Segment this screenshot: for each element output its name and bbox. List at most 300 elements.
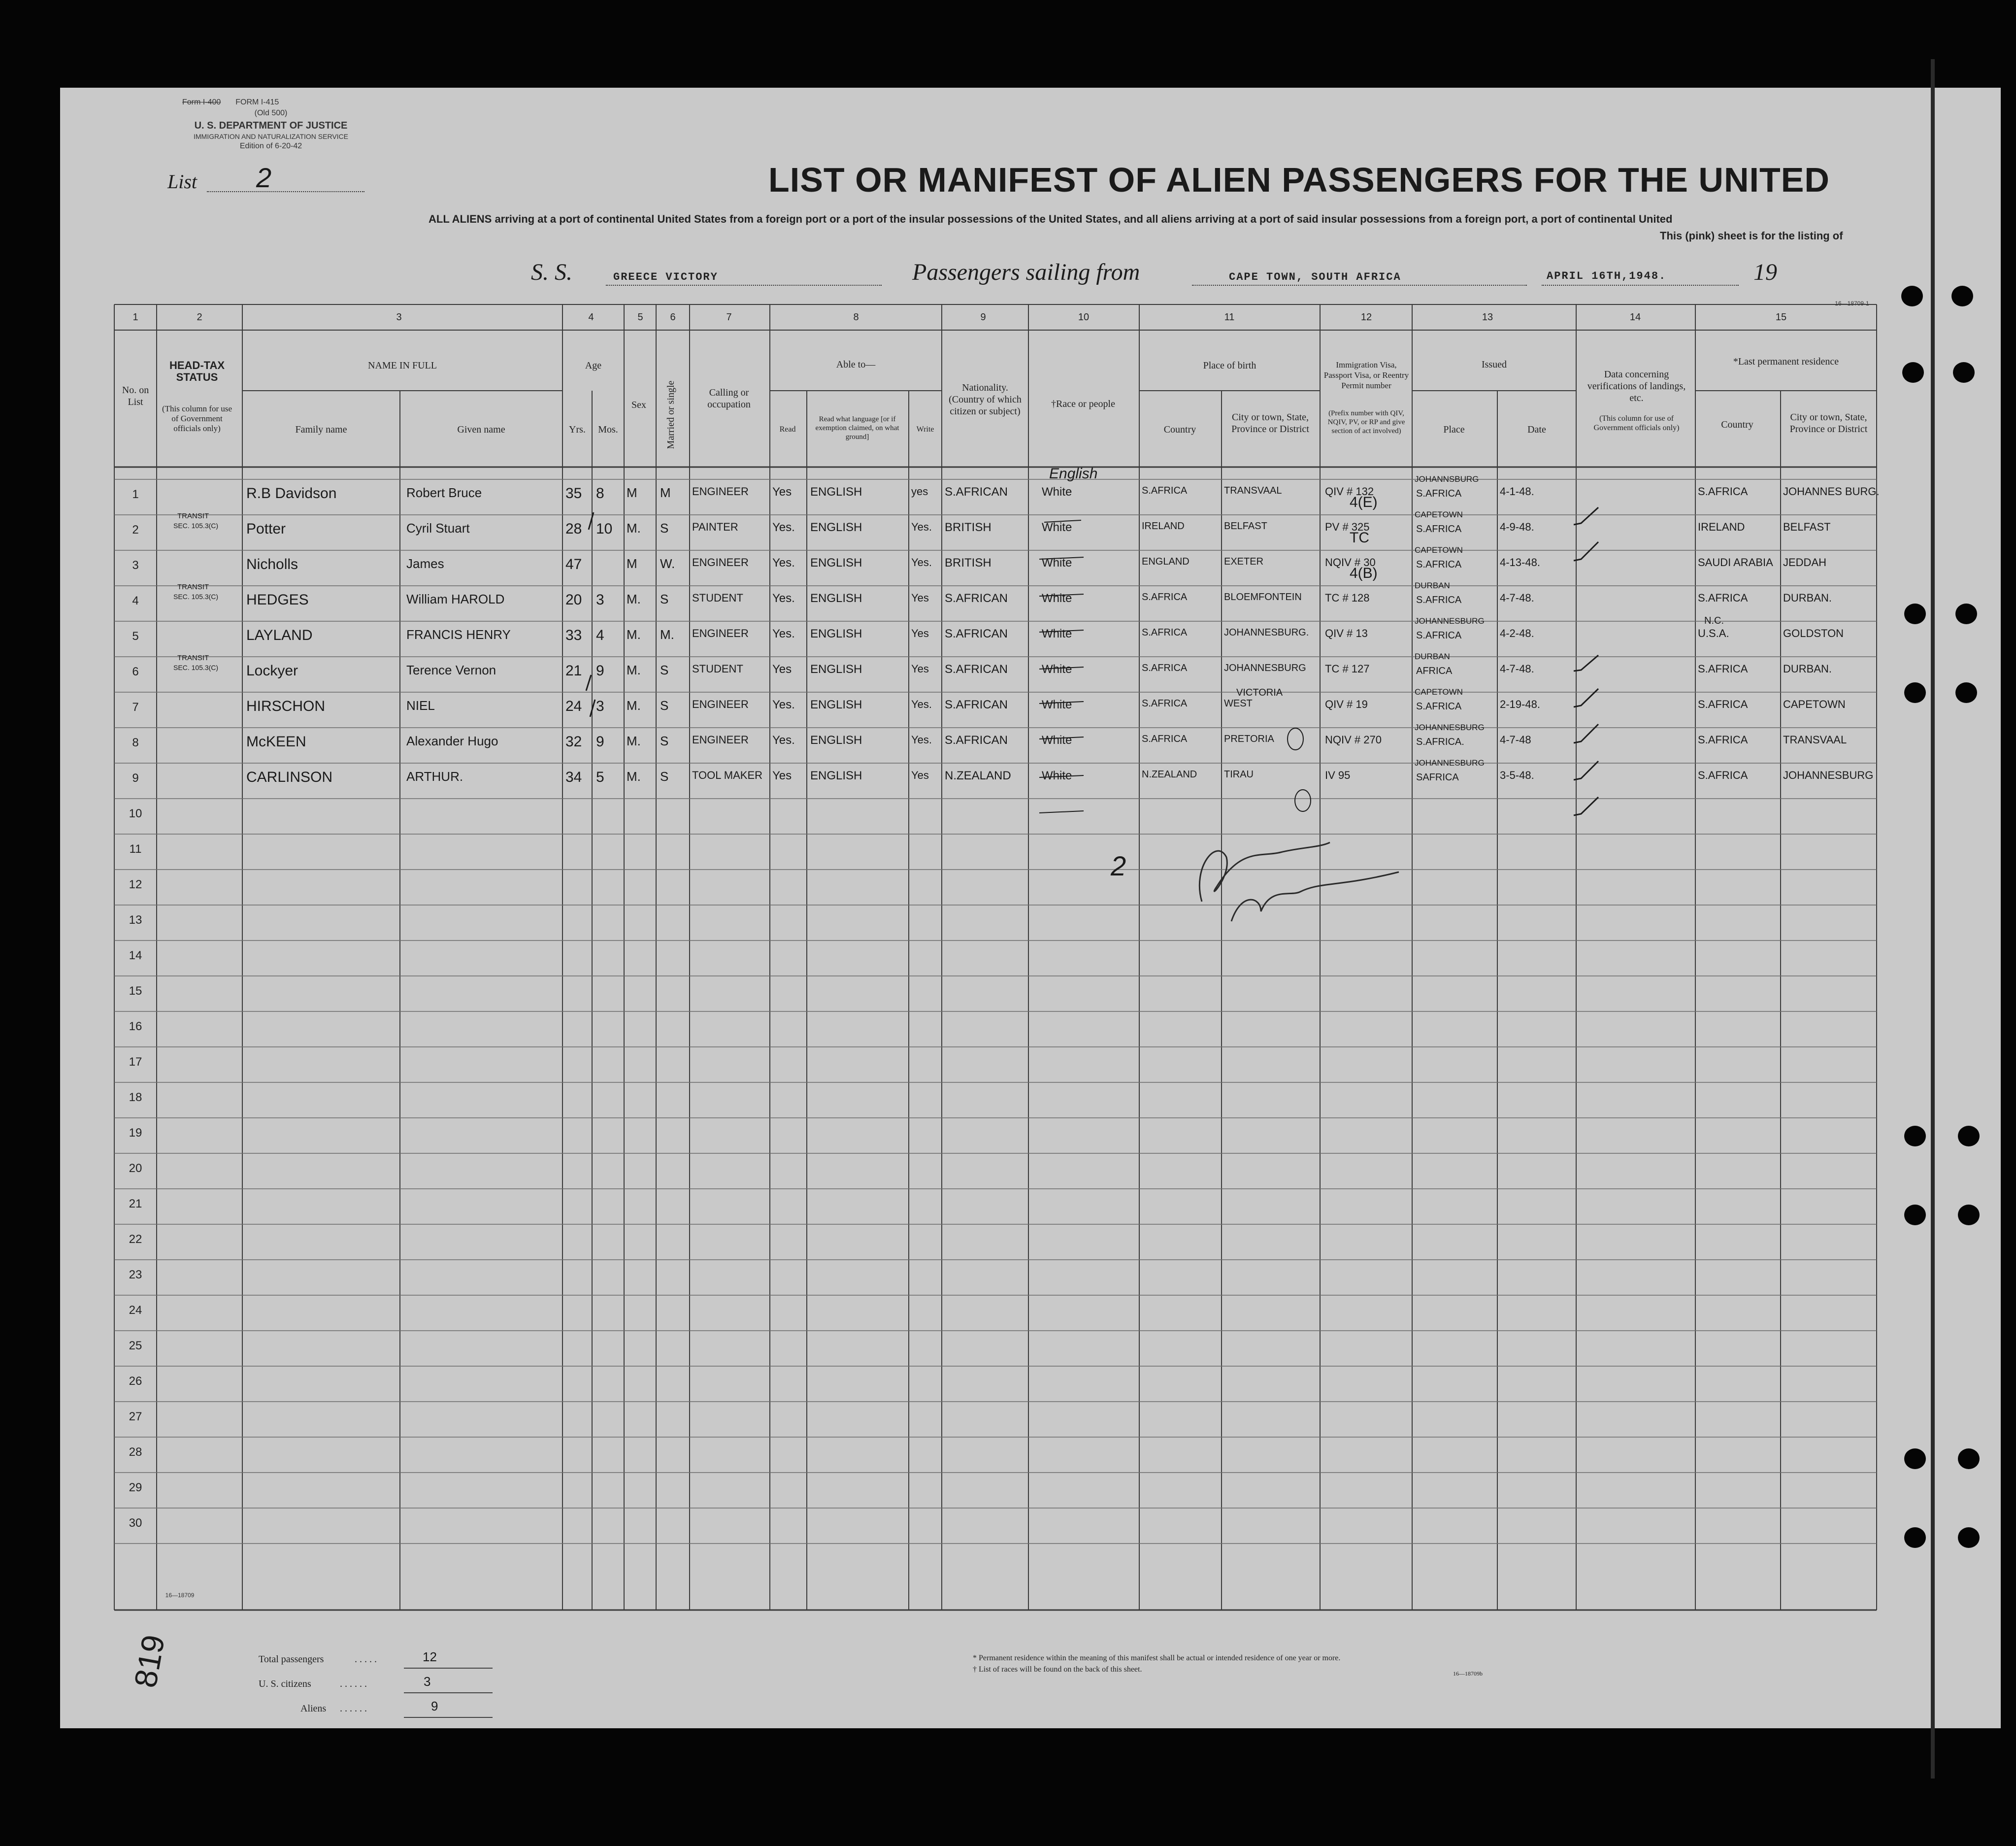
ship-name: GREECE VICTORY — [613, 271, 718, 283]
cell-visa: NQIV # 30 — [1325, 556, 1376, 569]
cell-nationality: S.AFRICAN — [945, 698, 1008, 711]
cell-visa: PV # 325 — [1325, 521, 1370, 533]
cell-issued-place: CAPETOWN — [1415, 510, 1463, 519]
cell-birth-country: S.AFRICA — [1142, 485, 1188, 496]
cell-visa: TC # 128 — [1325, 592, 1370, 604]
cell-race: White — [1042, 627, 1072, 640]
cell-language: ENGLISH — [810, 663, 862, 676]
aliens-value: 9 — [431, 1699, 438, 1713]
cell-given: Terence Vernon — [406, 663, 496, 677]
cell-issued-place: DURBAN — [1415, 652, 1450, 661]
cell-res-country: S.AFRICA — [1698, 485, 1748, 498]
cell-yrs: 21 — [565, 663, 582, 679]
department: U. S. DEPARTMENT OF JUSTICE — [194, 120, 348, 131]
cell-nationality: BRITISH — [945, 556, 991, 570]
cell-read: Yes. — [772, 556, 795, 570]
service: IMMIGRATION AND NATURALIZATION SERVICE — [194, 133, 348, 140]
cell-race: White — [1042, 769, 1072, 782]
cell-mos: 4 — [596, 627, 604, 643]
cell-sex: M — [627, 485, 637, 500]
cell-visa: QIV # 19 — [1325, 698, 1368, 710]
cell-nationality: S.AFRICAN — [945, 592, 1008, 605]
cell-read: Yes — [772, 769, 792, 782]
cell-res-country: SAUDI ARABIA — [1698, 556, 1773, 569]
punch-hole — [1955, 682, 1977, 703]
header-res-city: City or town, State, Province or District — [1789, 412, 1868, 435]
row-number: 21 — [129, 1197, 142, 1210]
cell-res-city: DURBAN. — [1783, 663, 1832, 675]
cell-given: FRANCIS HENRY — [406, 627, 511, 642]
row-number: 30 — [129, 1516, 142, 1530]
cell-write: yes — [911, 485, 928, 498]
us-citizens-value: 3 — [424, 1674, 431, 1689]
cell-occupation: STUDENT — [692, 592, 743, 604]
punch-hole — [1904, 1527, 1926, 1548]
column-number: 6 — [670, 312, 676, 323]
header-issued: Issued — [1481, 359, 1507, 370]
column-number: 5 — [637, 312, 643, 323]
cell-race: White — [1042, 556, 1072, 570]
cell-res-city: TRANSVAAL — [1783, 734, 1847, 746]
signature-note: 2 — [1111, 850, 1126, 881]
cell-birth-city: TRANSVAAL — [1224, 485, 1282, 496]
us-citizens-label: U. S. citizens — [259, 1678, 311, 1689]
totals-underlines — [404, 1692, 493, 1693]
aliens-dots: . . . . . . — [340, 1703, 367, 1714]
cell-write: Yes. — [911, 698, 932, 710]
cell-yrs: 32 — [565, 734, 582, 750]
punch-hole — [1953, 362, 1975, 383]
cell-read: Yes. — [772, 627, 795, 640]
cell-read: Yes. — [772, 592, 795, 605]
cell-visa: IV 95 — [1325, 769, 1351, 781]
cell-nationality: N.ZEALAND — [945, 769, 1011, 782]
top-form-code: Form I-400 FORM I-415 — [182, 98, 279, 106]
cell-family: Potter — [246, 521, 286, 537]
cell-write: Yes — [911, 769, 929, 781]
cell-given: ARTHUR. — [406, 769, 463, 784]
header-birth-city: City or town, State, Province or District — [1231, 412, 1309, 435]
header-res-country: Country — [1721, 419, 1753, 430]
header-calling: Calling or occupation — [707, 387, 751, 410]
cell-res-country: S.AFRICA — [1698, 663, 1748, 675]
cell-birth-country: S.AFRICA — [1142, 627, 1188, 638]
cell-yrs: 34 — [565, 769, 582, 785]
cell-res-city: GOLDSTON — [1783, 627, 1844, 639]
row-number: 22 — [129, 1233, 142, 1246]
column-number: 12 — [1360, 312, 1372, 323]
cell-language: ENGLISH — [810, 627, 862, 640]
cell-married: S — [660, 734, 669, 748]
cell-res-city: CAPETOWN — [1783, 698, 1846, 710]
cell-visa: TC # 127 — [1325, 663, 1370, 675]
row-number: 11 — [129, 842, 142, 856]
cell-yrs: 47 — [565, 556, 582, 572]
header-given-name: Given name — [457, 424, 505, 435]
cell-issued-date: 4-1-48. — [1500, 485, 1534, 498]
cell-issued-date: 4-7-48. — [1500, 663, 1534, 675]
cell-language: ENGLISH — [810, 734, 862, 747]
header-nationality: Nationality. (Country of which citizen or subject) — [949, 382, 1022, 417]
cell-res-country: U.S.A. — [1698, 627, 1729, 639]
cell-issued-place: CAPETOWN — [1415, 545, 1463, 555]
cell-birth-country: S.AFRICA — [1142, 663, 1188, 673]
row-number: 6 — [132, 665, 139, 678]
cell-sex: M. — [627, 521, 641, 536]
cell-res-country: S.AFRICA — [1698, 698, 1748, 710]
cell-read: Yes. — [772, 698, 795, 711]
column-number: 9 — [980, 312, 986, 323]
cell-res-city: BELFAST — [1783, 521, 1831, 533]
cell-birth-city: BELFAST — [1224, 521, 1267, 532]
cell-issued-place: CAPETOWN — [1415, 687, 1463, 697]
cell-read: Yes. — [772, 734, 795, 747]
column-number: 3 — [396, 312, 402, 323]
row-number: 1 — [132, 488, 139, 501]
cell-birth-city-above: VICTORIA — [1236, 687, 1283, 698]
row-number: 20 — [129, 1162, 142, 1175]
cell-given: Robert Bruce — [406, 485, 482, 500]
cell-birth-country: S.AFRICA — [1142, 734, 1188, 744]
cell-given: NIEL — [406, 698, 435, 713]
row-number: 4 — [132, 594, 139, 607]
cell-issued-place-country: S.AFRICA — [1416, 701, 1462, 712]
cell-family: HIRSCHON — [246, 698, 326, 714]
cell-given: Cyril Stuart — [406, 521, 470, 536]
punch-hole — [1902, 362, 1924, 383]
row-number: 26 — [129, 1375, 142, 1388]
cell-given: William HAROLD — [406, 592, 505, 606]
column-number: 4 — [588, 312, 594, 323]
header-issued-date: Date — [1527, 424, 1546, 435]
header-data-concerning: Data concerning verifications of landings, etc. — [1587, 369, 1686, 403]
ss-label: S. S. — [531, 259, 572, 285]
cell-language: ENGLISH — [810, 769, 862, 782]
header-no-on-list: No. on List — [122, 385, 149, 407]
row-number: 9 — [132, 772, 139, 785]
cell-married: S — [660, 698, 669, 713]
cell-nationality: S.AFRICAN — [945, 627, 1008, 640]
row-number: 7 — [132, 701, 139, 714]
cell-married: S — [660, 592, 669, 606]
cell-res-city: DURBAN. — [1783, 592, 1832, 604]
row-number: 2 — [132, 523, 139, 537]
cell-sex: M. — [627, 627, 641, 642]
manifest-subtitle-pink: This (pink) sheet is for the listing of — [1660, 230, 1843, 242]
cell-language: ENGLISH — [810, 698, 862, 711]
cell-family: Nicholls — [246, 556, 298, 572]
cell-visa-section: 4(B) — [1350, 565, 1378, 581]
header-family-name: Family name — [295, 424, 347, 435]
header-able-to: Able to— — [836, 359, 876, 370]
year-label: 19 — [1753, 259, 1777, 285]
cell-visa-section: TC — [1350, 530, 1369, 546]
cell-married: S — [660, 521, 669, 536]
cell-res-country-state: N.C. — [1704, 615, 1724, 626]
cell-birth-country: ENGLAND — [1142, 556, 1190, 567]
cell-issued-date: 4-2-48. — [1500, 627, 1534, 639]
totals-underlines — [404, 1717, 493, 1718]
cell-mos: 9 — [596, 663, 604, 679]
footnote-code: 16—18709b — [1453, 1670, 1483, 1677]
cell-issued-place-country: SAFRICA — [1416, 772, 1459, 783]
header-name-in-full: NAME IN FULL — [368, 360, 437, 371]
punch-hole — [1904, 1126, 1926, 1146]
row-number: 12 — [129, 878, 142, 891]
cell-sex: M. — [627, 698, 641, 713]
cell-sex: M. — [627, 592, 641, 606]
cell-race: White — [1042, 521, 1072, 534]
cell-sex: M. — [627, 663, 641, 677]
cell-nationality: BRITISH — [945, 521, 991, 534]
cell-language: ENGLISH — [810, 521, 862, 534]
cell-occupation: ENGINEER — [692, 485, 749, 498]
cell-language: ENGLISH — [810, 556, 862, 570]
list-label: List — [167, 170, 198, 193]
footnote-residence: * Permanent residence within the meaning of this manifest shall be actual or intended residence of one year or more. — [973, 1654, 1341, 1662]
header-age: Age — [585, 360, 602, 371]
row-number: 25 — [129, 1339, 142, 1352]
row-number: 17 — [129, 1055, 142, 1069]
header-head-tax: HEAD-TAX STATUS — [169, 359, 225, 383]
cell-write: Yes — [911, 592, 929, 604]
cell-issued-date: 4-9-48. — [1500, 521, 1534, 533]
cell-race: White — [1042, 734, 1072, 747]
row-number: 8 — [132, 736, 139, 749]
cell-issued-place: JOHANNSBURG — [1415, 474, 1479, 484]
cell-mos: 8 — [596, 485, 604, 502]
header-yrs: Yrs. — [569, 424, 586, 435]
cell-issued-place-country: S.AFRICA — [1416, 630, 1462, 641]
cell-headtax-section: SEC. 105.3(C) — [173, 664, 219, 671]
manifest-subtitle: ALL ALIENS arriving at a port of continental United States from a foreign port or a port of the insular possessions of the United States, and all aliens arriving at a port of said insular possessions from a foreign port, a port of continental United — [429, 213, 1673, 225]
cell-visa: QIV # 13 — [1325, 627, 1368, 639]
punch-hole — [1955, 604, 1977, 624]
cell-nationality: S.AFRICAN — [945, 734, 1008, 747]
row-number: 13 — [129, 913, 142, 927]
cell-married: W. — [660, 556, 675, 571]
cell-headtax-section: SEC. 105.3(C) — [173, 593, 219, 601]
row-number: 19 — [129, 1126, 142, 1140]
cell-occupation: ENGINEER — [692, 734, 749, 746]
cell-birth-city: JOHANNESBURG — [1224, 663, 1306, 673]
cell-family: LAYLAND — [246, 627, 313, 643]
header-birth-country: Country — [1163, 424, 1196, 435]
punch-hole — [1958, 1527, 1980, 1548]
cell-birth-city: TIRAU — [1224, 769, 1254, 780]
cell-res-country: S.AFRICA — [1698, 734, 1748, 746]
punch-hole — [1904, 682, 1926, 703]
cell-birth-city: EXETER — [1224, 556, 1264, 567]
list-number: 2 — [256, 162, 272, 193]
cell-mos: 5 — [596, 769, 604, 785]
cell-family: HEDGES — [246, 592, 309, 608]
sailing-date: APRIL 16TH,1948. — [1547, 270, 1667, 282]
column-number: 14 — [1629, 312, 1641, 323]
header-race: †Race or people — [1051, 399, 1115, 409]
total-dots: . . . . . — [355, 1654, 377, 1665]
cell-res-city: JOHANNES BURG. — [1783, 485, 1880, 498]
cell-yrs: 28 — [565, 521, 582, 537]
totals-underlines — [404, 1668, 493, 1669]
cell-write: Yes. — [911, 556, 932, 569]
cell-issued-date: 2-19-48. — [1500, 698, 1540, 710]
punch-hole — [1958, 1205, 1980, 1225]
cell-issued-date: 3-5-48. — [1500, 769, 1534, 781]
cell-visa-section: 4(E) — [1350, 494, 1378, 510]
column-number: 11 — [1224, 312, 1235, 323]
column-number: 2 — [197, 312, 202, 323]
cell-race: White — [1042, 663, 1072, 676]
row-number: 3 — [132, 559, 139, 572]
cell-res-country: S.AFRICA — [1698, 769, 1748, 781]
footnote-races: † List of races will be found on the back of this sheet. — [973, 1665, 1142, 1674]
cell-occupation: STUDENT — [692, 663, 743, 675]
row-number: 23 — [129, 1268, 142, 1281]
cell-given: James — [406, 556, 444, 571]
cell-family: CARLINSON — [246, 769, 333, 785]
row-number: 14 — [129, 949, 142, 962]
row-number: 15 — [129, 984, 142, 998]
cell-yrs: 20 — [565, 592, 582, 608]
cell-write: Yes. — [911, 734, 932, 746]
cell-family: R.B Davidson — [246, 485, 337, 502]
punch-hole — [1901, 286, 1923, 306]
cell-headtax-section: SEC. 105.3(C) — [173, 522, 219, 530]
header-read-language: Read what language [or if exemption claimed, on what ground] — [815, 415, 899, 441]
cell-birth-city: JOHANNESBURG. — [1224, 627, 1309, 638]
cell-nationality: S.AFRICAN — [945, 485, 1008, 499]
cell-issued-place-country: S.AFRICA — [1416, 488, 1462, 499]
header-place-of-birth: Place of birth — [1203, 360, 1256, 371]
aliens-label: Aliens — [300, 1703, 327, 1714]
row-number: 24 — [129, 1304, 142, 1317]
header-visa: Immigration Visa, Passport Visa, or Reentry Permit number — [1323, 360, 1409, 390]
cell-issued-date: 4-7-48. — [1500, 592, 1534, 604]
cell-race-note: English — [1049, 466, 1098, 482]
column-number: 8 — [853, 312, 859, 323]
row-number: 28 — [129, 1445, 142, 1459]
sailing-label: Passengers sailing from — [912, 259, 1140, 285]
header-last-residence: *Last permanent residence — [1733, 356, 1839, 367]
header-data-note: (This column for use of Government officials only) — [1593, 414, 1680, 432]
cell-nationality: S.AFRICAN — [945, 663, 1008, 676]
cell-mos: 10 — [596, 521, 613, 537]
cell-occupation: ENGINEER — [692, 698, 749, 710]
cell-yrs: 35 — [565, 485, 582, 502]
margin-handwriting: 819 — [127, 1632, 172, 1690]
punch-hole — [1958, 1126, 1980, 1146]
cell-race: White — [1042, 592, 1072, 605]
cell-headtax: TRANSIT — [177, 512, 209, 520]
cell-race: White — [1042, 698, 1072, 711]
cell-read: Yes — [772, 485, 792, 499]
cell-married: M — [660, 485, 671, 500]
cell-res-country: IRELAND — [1698, 521, 1745, 533]
form-code-top: 16—18709-1 — [1835, 300, 1869, 307]
row-number: 18 — [129, 1091, 142, 1104]
cell-birth-city: WEST — [1224, 698, 1253, 709]
sailing-port: CAPE TOWN, SOUTH AFRICA — [1229, 271, 1401, 283]
cell-family: Lockyer — [246, 663, 298, 679]
cell-occupation: ENGINEER — [692, 627, 749, 639]
cell-birth-country: S.AFRICA — [1142, 592, 1188, 603]
form-code-bottom: 16—18709 — [165, 1592, 195, 1599]
cell-sex: M — [627, 556, 637, 571]
column-number: 13 — [1482, 312, 1493, 323]
cell-res-city: JOHANNESBURG — [1783, 769, 1874, 781]
cell-given: Alexander Hugo — [406, 734, 498, 748]
cell-issued-place-country: AFRICA — [1416, 666, 1453, 676]
cell-birth-country: IRELAND — [1142, 521, 1185, 532]
cell-headtax: TRANSIT — [177, 654, 209, 662]
cell-issued-place: JOHANNESBURG — [1415, 758, 1485, 768]
punch-hole — [1904, 1205, 1926, 1225]
cell-mos: 9 — [596, 734, 604, 750]
cell-issued-place-country: S.AFRICA — [1416, 524, 1462, 535]
cell-write: Yes. — [911, 521, 932, 533]
cell-yrs: 24 — [565, 698, 582, 714]
cell-birth-country: S.AFRICA — [1142, 698, 1188, 709]
cell-sex: M. — [627, 734, 641, 748]
punch-hole — [1904, 604, 1926, 624]
header-issued-place: Place — [1443, 424, 1465, 435]
edition: Edition of 6-20-42 — [239, 142, 302, 150]
column-number: 7 — [726, 312, 732, 323]
cell-issued-place-country: S.AFRICA. — [1416, 737, 1464, 747]
column-number: 15 — [1775, 312, 1787, 323]
punch-hole — [1951, 286, 1973, 306]
cell-mos: 3 — [596, 698, 604, 714]
cell-issued-place-country: S.AFRICA — [1416, 559, 1462, 570]
row-number: 27 — [129, 1410, 142, 1423]
total-passengers-value: 12 — [423, 1649, 437, 1664]
cell-family: McKEEN — [246, 734, 306, 750]
cell-sex: M. — [627, 769, 641, 784]
cell-issued-date: 4-7-48 — [1500, 734, 1531, 746]
header-visa-note: (Prefix number with QIV, NQIV, PV, or RP and give section of act involved) — [1327, 409, 1405, 435]
cell-issued-place: DURBAN — [1415, 581, 1450, 590]
punch-hole — [1904, 1448, 1926, 1469]
cell-birth-city: PRETORIA — [1224, 734, 1274, 744]
cell-visa: QIV # 132 — [1325, 485, 1374, 498]
cell-occupation: PAINTER — [692, 521, 738, 533]
header-head-tax-note: (This column for use of Government officials only) — [162, 404, 232, 433]
cell-issued-date: 4-13-48. — [1500, 556, 1540, 569]
cell-read: Yes — [772, 663, 792, 676]
cell-married: S — [660, 663, 669, 677]
column-number: 10 — [1078, 312, 1090, 323]
header-sex: Sex — [631, 400, 646, 410]
cell-language: ENGLISH — [810, 485, 862, 499]
cell-language: ENGLISH — [810, 592, 862, 605]
manifest-title: LIST OR MANIFEST OF ALIEN PASSENGERS FOR THE UNITED — [768, 161, 1830, 199]
cell-issued-place-country: S.AFRICA — [1416, 595, 1462, 605]
header-read: Read — [779, 425, 796, 434]
cell-read: Yes. — [772, 521, 795, 534]
cell-race: White — [1042, 485, 1072, 499]
cell-yrs: 33 — [565, 627, 582, 643]
cell-mos: 3 — [596, 592, 604, 608]
row-number: 5 — [132, 630, 139, 643]
citizens-dots: . . . . . . — [340, 1678, 367, 1689]
cell-birth-country: N.ZEALAND — [1142, 769, 1197, 780]
punch-hole — [1958, 1448, 1980, 1469]
column-number: 1 — [132, 312, 138, 323]
cell-occupation: TOOL MAKER — [692, 769, 763, 781]
cell-res-country: S.AFRICA — [1698, 592, 1748, 604]
cell-headtax: TRANSIT — [177, 583, 209, 591]
